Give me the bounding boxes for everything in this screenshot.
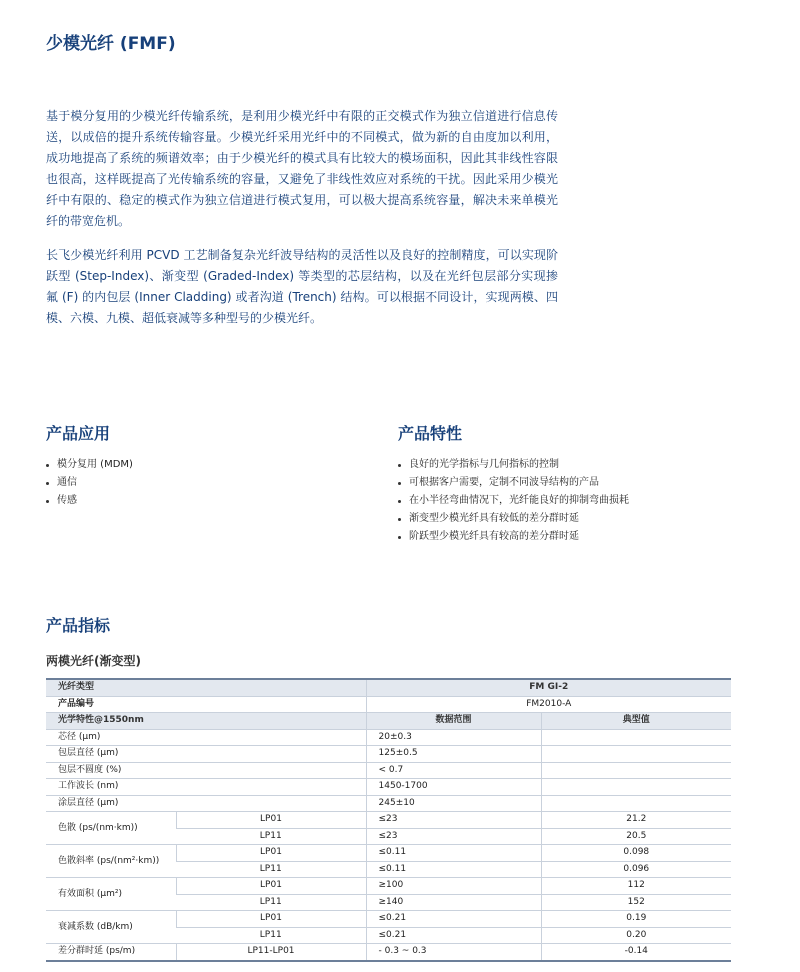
param-label: 包层不圆度 (%): [46, 762, 366, 779]
mode-cell: LP11: [176, 894, 366, 911]
fiber-type-label: 光纤类型: [46, 679, 366, 696]
param-label: 色散 (ps/(nm·km)): [46, 812, 176, 845]
list-item: 阶跃型少模光纤具有较高的差分群时延: [398, 528, 629, 546]
list-item: 模分复用 (MDM): [46, 456, 133, 474]
mode-cell: LP01: [176, 812, 366, 829]
intro-paragraph-1: 基于模分复用的少模光纤传输系统，是利用少模光纤中有限的正交模式作为独立信道进行信息传送，以成倍的提升系统传输容量。少模光纤采用光纤中的不同模式，做为新的自由度加以利用，成功地提高了系统的频谱效率；由于少模光纤的模式具有比较大的模场面积，因此其非线性容限也很高，这样既提高了光传输系统的容量，又避免了非线性效应对系统的干扰。因此采用少模光纤中有限的、稳定的模式作为独立信道进行模式复用，可以极大提高系统容量，解决未来单模光纤的带宽危机。: [46, 109, 558, 228]
param-label: 衰减系数 (dB/km): [46, 911, 176, 944]
range-column-header: 数据范围: [366, 713, 541, 730]
table-row: [46, 911, 731, 928]
range-cell: 125±0.5: [366, 746, 541, 763]
table-row: [46, 795, 731, 812]
typical-cell: [541, 795, 731, 812]
range-cell: ≥140: [366, 894, 541, 911]
table-row: [46, 762, 731, 779]
range-cell: ≤0.21: [366, 927, 541, 944]
list-item: 可根据客户需要，定制不同波导结构的产品: [398, 474, 629, 492]
typical-cell: 0.20: [541, 927, 731, 944]
table-row: [46, 812, 731, 829]
mode-cell: LP01: [176, 878, 366, 895]
features-list: [398, 456, 629, 546]
range-cell: ≤0.11: [366, 861, 541, 878]
spec-table: [46, 678, 731, 962]
mode-cell: LP11-LP01: [176, 944, 366, 961]
page-title: 少模光纤 (FMF): [46, 34, 176, 54]
typical-cell: [541, 762, 731, 779]
range-cell: - 0.3 ~ 0.3: [366, 944, 541, 961]
table-row: [46, 944, 731, 961]
table-row: [46, 878, 731, 895]
mode-cell: LP01: [176, 845, 366, 862]
table-row: [46, 713, 731, 730]
product-code-label: 产品编号: [46, 696, 366, 713]
typical-cell: -0.14: [541, 944, 731, 961]
param-label: 差分群时延 (ps/m): [46, 944, 176, 961]
range-cell: ≥100: [366, 878, 541, 895]
range-cell: 1450-1700: [366, 779, 541, 796]
typical-cell: 112: [541, 878, 731, 895]
list-item: 传感: [46, 492, 133, 510]
mode-cell: LP11: [176, 927, 366, 944]
typical-cell: [541, 746, 731, 763]
list-item: 渐变型少模光纤具有较低的差分群时延: [398, 510, 629, 528]
typical-cell: 0.098: [541, 845, 731, 862]
list-item: 良好的光学指标与几何指标的控制: [398, 456, 629, 474]
specs-heading: 产品指标: [46, 616, 111, 635]
range-cell: ≤0.21: [366, 911, 541, 928]
applications-list: [46, 456, 133, 510]
range-cell: ≤0.11: [366, 845, 541, 862]
table-row: [46, 845, 731, 862]
param-label: 工作波长 (nm): [46, 779, 366, 796]
typical-cell: [541, 729, 731, 746]
table-row: [46, 729, 731, 746]
table-row: [46, 696, 731, 713]
list-item: 在小半径弯曲情况下，光纤能良好的抑制弯曲损耗: [398, 492, 629, 510]
typical-cell: 20.5: [541, 828, 731, 845]
typical-cell: [541, 779, 731, 796]
table-row: [46, 779, 731, 796]
typical-cell: 21.2: [541, 812, 731, 829]
intro-section: [46, 106, 558, 342]
param-label: 芯径 (μm): [46, 729, 366, 746]
optical-section-label: 光学特性@1550nm: [46, 713, 366, 730]
fiber-type-value: FM GI-2: [366, 679, 731, 696]
applications-heading: 产品应用: [46, 424, 111, 443]
product-code-value: FM2010-A: [366, 696, 731, 713]
table-row: [46, 746, 731, 763]
mode-cell: LP11: [176, 861, 366, 878]
param-label: 色散斜率 (ps/(nm²·km)): [46, 845, 176, 878]
range-cell: < 0.7: [366, 762, 541, 779]
range-cell: 245±10: [366, 795, 541, 812]
table-row: [46, 679, 731, 696]
range-cell: 20±0.3: [366, 729, 541, 746]
mode-cell: LP01: [176, 911, 366, 928]
intro-paragraph-2: 长飞少模光纤利用 PCVD 工艺制备复杂光纤波导结构的灵活性以及良好的控制精度，可以实现阶跃型 (Step-Index)、渐变型 (Graded-Index) 等类型的芯层结构，以及在光纤包层部分实现掺氟 (F) 的内包层 (Inner Cladding) 或者沟道 (Trench) 结构。可以根据不同设计，实现两模、四模、六模、九模、超低衰减等多种型号的少模光纤。: [46, 248, 558, 325]
features-heading: 产品特性: [398, 424, 463, 443]
range-cell: ≤23: [366, 828, 541, 845]
param-label: 包层直径 (μm): [46, 746, 366, 763]
typical-cell: 0.19: [541, 911, 731, 928]
range-cell: ≤23: [366, 812, 541, 829]
param-label: 有效面积 (μm²): [46, 878, 176, 911]
typical-cell: 0.096: [541, 861, 731, 878]
typical-cell: 152: [541, 894, 731, 911]
typical-column-header: 典型值: [541, 713, 731, 730]
param-label: 涂层直径 (μm): [46, 795, 366, 812]
specs-subheading: 两模光纤(渐变型): [46, 654, 141, 668]
mode-cell: LP11: [176, 828, 366, 845]
list-item: 通信: [46, 474, 133, 492]
